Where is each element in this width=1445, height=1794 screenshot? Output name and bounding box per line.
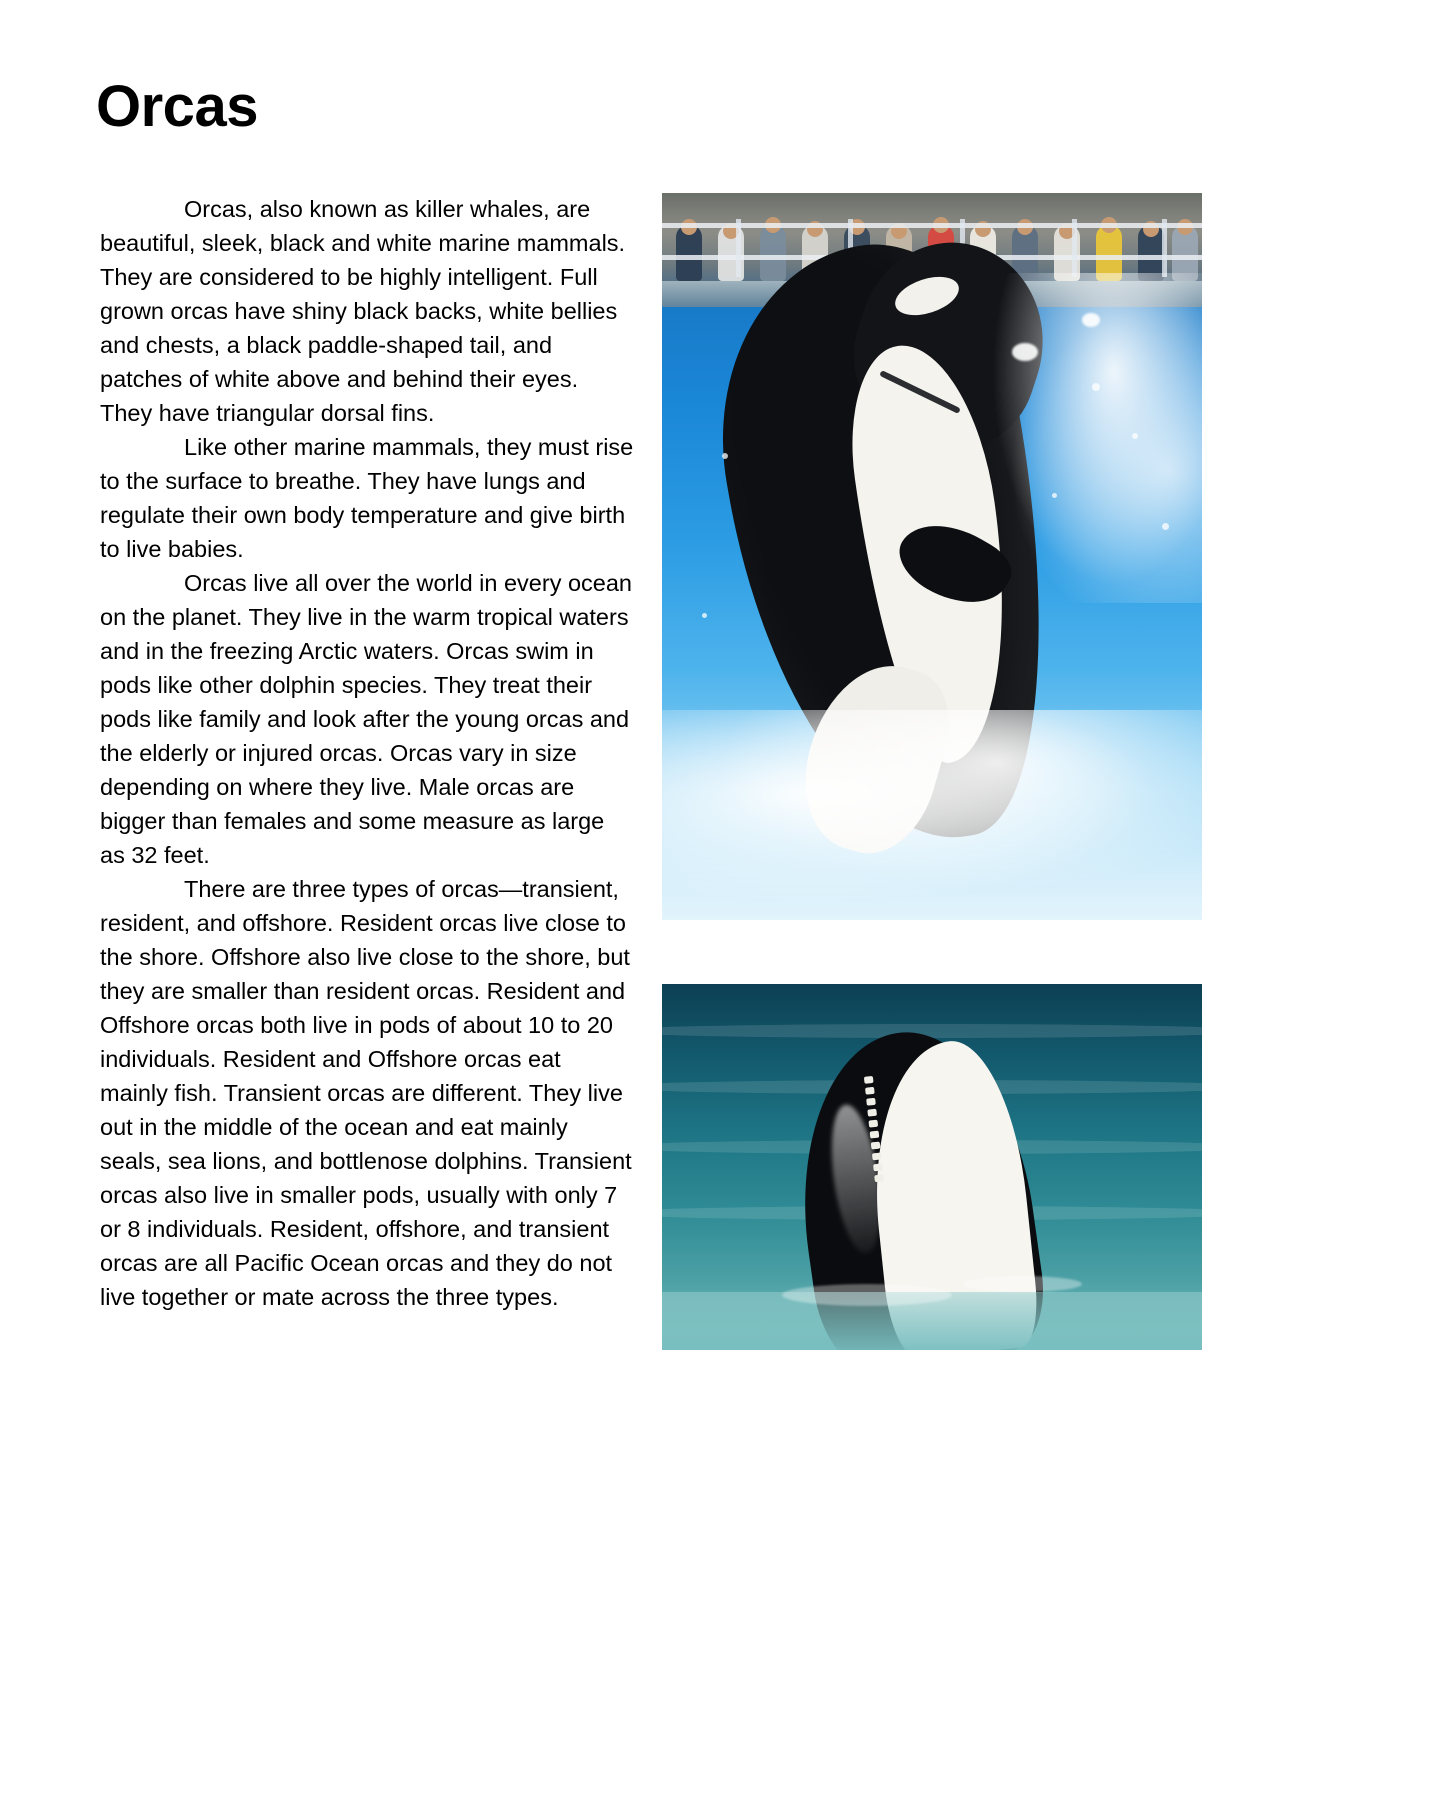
paragraph-4: There are three types of orcas—transient, resident, and offshore. Resident orcas live close to the shore. Offshore also live close to the shore, but they are smaller than resident orcas. Resident and Offshore orcas both live in pods of about 10 to 20 individuals. Resident and Offshore orcas eat mainly fish. Transient orcas are different. They live out in the middle of the ocean and eat mainly seals, sea lions, and bottlenose dolphins. Transient orcas also live in smaller pods, usually with only 7 or 8 individuals. Resident, offshore, and transient orcas are all Pacific Ocean orcas and they do not live together or mate across the three types.	[100, 876, 632, 1310]
orca-spyhopping-illustration	[662, 984, 1202, 1350]
page-title: Orcas	[96, 73, 258, 139]
orca-spyhopping-photo	[662, 984, 1202, 1350]
paragraph-3: Orcas live all over the world in every ocean on the planet. They live in the warm tropical waters and in the freezing Arctic waters. Orcas swim in pods like other dolphin species. They treat their pods like family and look after the young orcas and the elderly or injured orcas. Orcas vary in size depending on where they live. Male orcas are bigger than females and some measure as large as 32 feet.	[100, 570, 633, 868]
paragraph-2: Like other marine mammals, they must rise to the surface to breathe. They have lungs and regulate their own body temperature and give birth to live babies.	[100, 434, 634, 562]
water-foam	[662, 710, 1202, 920]
article-body	[100, 192, 635, 1314]
paragraph-1: Orcas, also known as killer whales, are beautiful, sleek, black and white marine mammals. They are considered to be highly intelligent. Full grown orcas have shiny black backs, white bellies and chests, a black paddle-shaped tail, and patches of white above and behind their eyes. They have triangular dorsal fins.	[100, 196, 626, 426]
orca-breaching-illustration	[662, 193, 1202, 920]
orca-breaching-photo	[662, 193, 1202, 920]
